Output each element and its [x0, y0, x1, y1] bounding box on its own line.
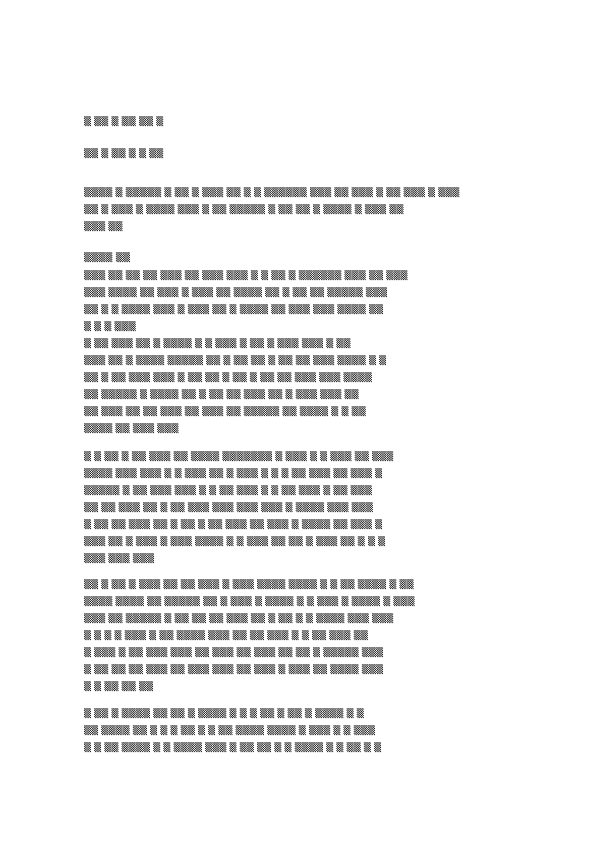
- paragraph-line: ▒▒▒ ▒▒ ▒ ▒▒▒▒ ▒▒▒▒▒ ▒▒ ▒ ▒▒ ▒▒ ▒ ▒▒ ▒▒ ▒▒▒ ▒▒▒▒ ▒ ▒: [84, 356, 387, 366]
- paragraph-line: ▒▒ ▒▒ ▒▒▒ ▒▒ ▒ ▒▒ ▒▒▒ ▒▒▒ ▒▒▒ ▒▒▒ ▒ ▒▒▒▒ ▒▒▒ ▒▒▒: [84, 503, 374, 513]
- paragraph-line: ▒ ▒ ▒▒ ▒ ▒▒ ▒▒▒ ▒▒ ▒▒▒▒ ▒▒▒▒▒▒▒ ▒ ▒▒▒ ▒ ▒ ▒▒▒ ▒▒ ▒▒▒: [84, 452, 394, 462]
- paragraph-line: ▒▒▒▒ ▒▒▒ ▒▒▒ ▒ ▒ ▒▒▒ ▒▒ ▒ ▒▒▒ ▒ ▒ ▒ ▒▒ ▒▒▒ ▒▒ ▒▒▒ ▒: [84, 469, 383, 479]
- paragraph-line: ▒▒ ▒▒▒▒ ▒▒ ▒ ▒ ▒ ▒▒ ▒ ▒ ▒▒ ▒▒▒▒ ▒▒▒▒ ▒ ▒▒▒ ▒ ▒ ▒▒▒: [84, 726, 376, 736]
- paragraph-line: ▒ ▒▒ ▒▒ ▒▒ ▒▒▒ ▒▒ ▒▒▒ ▒▒▒ ▒▒ ▒▒▒ ▒ ▒▒▒ ▒▒ ▒▒▒▒ ▒▒▒: [84, 665, 384, 675]
- paragraph-line: ▒▒▒▒ ▒▒▒▒ ▒▒ ▒▒▒▒▒ ▒▒ ▒ ▒▒▒ ▒ ▒▒▒▒ ▒ ▒ ▒▒▒ ▒ ▒▒▒▒ ▒ ▒▒▒: [84, 597, 415, 607]
- paragraph-line: ▒ ▒▒ ▒▒▒ ▒▒ ▒ ▒▒▒▒ ▒ ▒ ▒▒▒ ▒ ▒▒ ▒ ▒▒▒ ▒▒▒ ▒ ▒▒: [84, 339, 351, 349]
- paragraph-line: ▒▒▒ ▒▒ ▒ ▒▒▒ ▒ ▒▒▒ ▒▒▒▒ ▒ ▒ ▒▒▒ ▒▒ ▒▒ ▒ ▒▒▒ ▒▒ ▒ ▒ ▒: [84, 537, 386, 547]
- paragraph-line: ▒ ▒ ▒▒ ▒▒▒▒ ▒ ▒ ▒▒▒▒ ▒▒▒ ▒ ▒▒ ▒▒ ▒ ▒ ▒▒▒▒ ▒ ▒ ▒▒ ▒ ▒: [84, 743, 382, 753]
- paragraph-line: ▒ ▒ ▒▒ ▒▒ ▒▒: [84, 682, 154, 692]
- paragraph-line: ▒▒▒ ▒▒: [84, 222, 123, 232]
- paragraph-line: ▒▒▒▒▒ ▒ ▒▒ ▒▒▒ ▒▒▒ ▒ ▒ ▒▒ ▒▒▒ ▒ ▒ ▒▒ ▒▒▒ ▒ ▒▒ ▒▒▒: [84, 486, 373, 496]
- paragraph-line: ▒ ▒▒▒ ▒ ▒▒ ▒▒▒ ▒▒▒ ▒▒ ▒▒▒ ▒▒ ▒▒▒ ▒▒ ▒▒ ▒ ▒▒▒▒▒ ▒▒▒: [84, 648, 384, 658]
- paragraph-line: ▒▒ ▒▒▒ ▒▒ ▒▒ ▒▒▒ ▒▒ ▒▒▒ ▒▒ ▒▒▒▒▒ ▒▒ ▒▒▒▒ ▒ ▒ ▒▒: [84, 407, 366, 417]
- paragraph-line: ▒ ▒ ▒ ▒▒▒: [84, 322, 136, 332]
- paragraph-line: ▒▒▒ ▒▒ ▒▒▒▒▒ ▒ ▒▒ ▒▒ ▒▒ ▒▒▒ ▒▒ ▒ ▒▒ ▒ ▒ ▒▒▒▒ ▒▒▒ ▒▒▒: [84, 614, 394, 624]
- paragraph-line: ▒▒▒▒ ▒▒ ▒▒▒ ▒▒▒: [84, 424, 179, 434]
- paragraph-line: ▒ ▒▒ ▒ ▒▒▒▒ ▒▒ ▒▒ ▒ ▒▒▒▒ ▒ ▒ ▒ ▒▒ ▒ ▒▒ ▒ ▒▒▒▒ ▒ ▒: [84, 709, 364, 719]
- paragraph-line: ▒▒▒ ▒▒▒▒ ▒▒ ▒▒▒ ▒ ▒▒▒ ▒▒ ▒▒▒▒ ▒▒ ▒ ▒▒ ▒▒ ▒▒▒▒▒ ▒▒▒: [84, 288, 388, 298]
- paragraph-line: ▒▒▒▒ ▒ ▒▒▒▒▒ ▒ ▒▒ ▒ ▒▒▒ ▒▒ ▒ ▒ ▒▒▒▒▒▒ ▒▒▒ ▒▒ ▒▒▒ ▒ ▒▒ ▒▒▒ ▒ ▒▒▒: [84, 188, 460, 198]
- paragraph-line: ▒▒ ▒ ▒▒ ▒▒▒ ▒▒▒ ▒ ▒▒ ▒▒ ▒ ▒▒ ▒ ▒▒ ▒▒ ▒▒▒ ▒▒▒ ▒▒▒▒: [84, 373, 373, 383]
- paragraph-line: ▒▒▒ ▒▒ ▒▒ ▒▒ ▒▒▒ ▒▒ ▒▒▒ ▒▒▒ ▒ ▒ ▒▒ ▒ ▒▒▒▒▒▒ ▒▒▒ ▒▒ ▒▒▒: [84, 271, 408, 281]
- paragraph-line: ▒▒ ▒ ▒▒▒ ▒ ▒▒▒▒ ▒▒▒ ▒ ▒▒ ▒▒▒▒▒ ▒ ▒▒ ▒▒ ▒ ▒▒▒▒ ▒ ▒▒▒ ▒▒: [84, 205, 404, 215]
- paragraph-line: ▒▒ ▒ ▒▒ ▒ ▒▒▒ ▒▒ ▒▒ ▒▒▒ ▒ ▒▒▒ ▒▒▒▒ ▒▒▒▒ ▒ ▒ ▒▒ ▒▒▒▒ ▒ ▒▒: [84, 580, 414, 590]
- paragraph-line: ▒ ▒▒ ▒▒ ▒▒▒ ▒▒ ▒ ▒▒ ▒ ▒▒ ▒▒▒ ▒▒ ▒▒▒ ▒ ▒▒▒▒ ▒▒ ▒▒▒ ▒: [84, 520, 383, 530]
- paragraph-line: ▒▒▒ ▒▒▒ ▒▒▒: [84, 554, 155, 564]
- paragraph-line: ▒▒ ▒▒▒▒▒ ▒ ▒▒▒▒ ▒▒ ▒ ▒▒ ▒▒ ▒▒▒ ▒▒ ▒ ▒▒▒ ▒▒▒ ▒▒: [84, 390, 359, 400]
- paragraph-line: ▒▒ ▒ ▒ ▒▒▒▒ ▒▒▒ ▒ ▒▒▒ ▒▒ ▒ ▒▒▒▒ ▒▒ ▒▒▒ ▒▒▒ ▒▒▒▒ ▒▒: [84, 305, 384, 315]
- paragraph-line: ▒ ▒ ▒ ▒ ▒▒▒ ▒ ▒▒ ▒▒▒▒ ▒▒▒ ▒▒ ▒▒ ▒▒▒ ▒ ▒ ▒▒ ▒▒▒ ▒▒: [84, 631, 368, 641]
- section-heading: ▒▒▒▒ ▒▒: [84, 253, 131, 263]
- document-subtitle: ▒▒ ▒ ▒▒ ▒ ▒ ▒▒: [84, 149, 164, 159]
- document-title: ▒ ▒▒ ▒ ▒▒ ▒▒ ▒: [84, 117, 164, 127]
